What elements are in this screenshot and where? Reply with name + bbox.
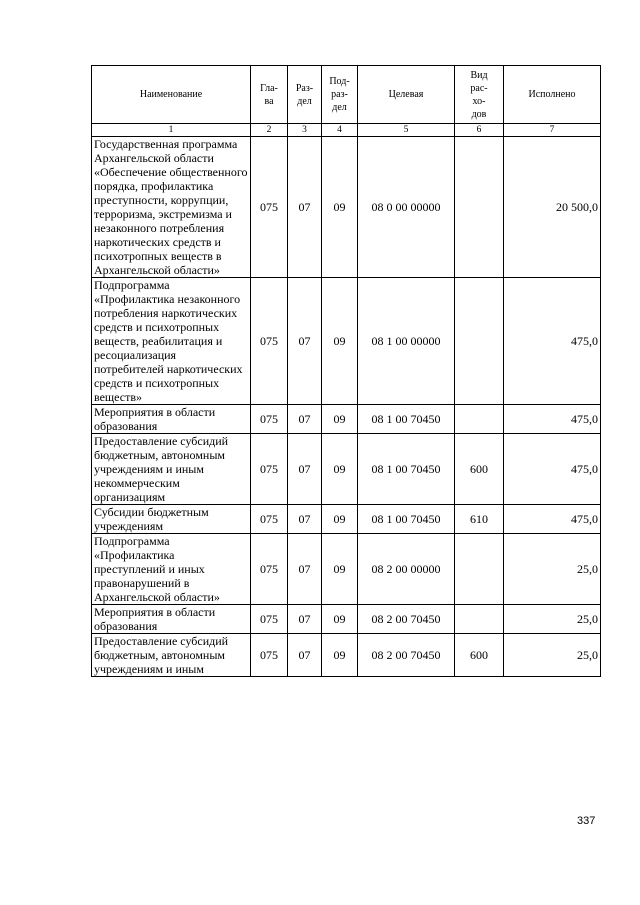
cell-ispolneno: 25,0 xyxy=(504,605,601,634)
table-row xyxy=(92,634,601,677)
cell-ispolneno: 475,0 xyxy=(504,278,601,405)
cell-name: Мероприятия в области образования xyxy=(92,405,251,434)
cell-vid xyxy=(455,137,504,278)
cell-celevaya: 08 2 00 70450 xyxy=(358,605,455,634)
cell-glava: 075 xyxy=(251,534,288,605)
table-row xyxy=(92,534,601,605)
cell-podrazdel: 09 xyxy=(322,634,358,677)
header-vid-line: рас- xyxy=(470,82,488,94)
cell-ispolneno: 475,0 xyxy=(504,505,601,534)
column-number: 2 xyxy=(251,124,288,137)
cell-ispolneno: 475,0 xyxy=(504,405,601,434)
page-number: 337 xyxy=(577,815,596,827)
cell-razdel: 07 xyxy=(288,634,322,677)
cell-razdel: 07 xyxy=(288,434,322,505)
cell-vid: 600 xyxy=(455,634,504,677)
header-razdel-line: Раз- xyxy=(295,82,314,94)
cell-celevaya: 08 1 00 70450 xyxy=(358,434,455,505)
cell-name: Субсидии бюджетным учреждениям xyxy=(92,505,251,534)
cell-podrazdel: 09 xyxy=(322,434,358,505)
header-glava xyxy=(251,66,288,124)
cell-celevaya: 08 2 00 00000 xyxy=(358,534,455,605)
cell-name: Предоставление субсидий бюджетным, автономным учреждениям и иным xyxy=(92,634,251,677)
budget-table xyxy=(91,65,601,677)
cell-name: Мероприятия в области образования xyxy=(92,605,251,634)
cell-podrazdel: 09 xyxy=(322,278,358,405)
cell-ispolneno: 475,0 xyxy=(504,434,601,505)
cell-podrazdel: 09 xyxy=(322,605,358,634)
header-vid-line: Вид xyxy=(470,69,488,81)
header-row xyxy=(92,66,601,124)
cell-podrazdel: 09 xyxy=(322,405,358,434)
header-podrazdel-line: дел xyxy=(332,102,347,113)
cell-glava: 075 xyxy=(251,634,288,677)
table-row xyxy=(92,434,601,505)
cell-ispolneno: 20 500,0 xyxy=(504,137,601,278)
header-podrazdel xyxy=(322,66,358,124)
cell-razdel: 07 xyxy=(288,605,322,634)
header-vid-line: хо- xyxy=(472,95,486,107)
cell-razdel: 07 xyxy=(288,505,322,534)
table-row xyxy=(92,605,601,634)
cell-ispolneno: 25,0 xyxy=(504,634,601,677)
header-razdel-line: дел xyxy=(297,95,312,107)
table-row xyxy=(92,505,601,534)
column-number: 3 xyxy=(288,124,322,137)
cell-razdel: 07 xyxy=(288,534,322,605)
header-glava-line: Гла- xyxy=(260,82,278,94)
column-number: 7 xyxy=(504,124,601,137)
column-number: 5 xyxy=(358,124,455,137)
cell-vid: 600 xyxy=(455,434,504,505)
cell-razdel: 07 xyxy=(288,137,322,278)
cell-ispolneno: 25,0 xyxy=(504,534,601,605)
header-glava-line: ва xyxy=(264,95,274,107)
cell-name: Подпрограмма «Профилактика незаконного потребления наркотических средств и психотропных веществ, реабилитация и ресоциализация потребителей наркотических средств и психотропных веществ» xyxy=(92,278,251,405)
header-name: Наименование xyxy=(92,66,251,124)
cell-podrazdel: 09 xyxy=(322,137,358,278)
cell-glava: 075 xyxy=(251,405,288,434)
cell-razdel: 07 xyxy=(288,278,322,405)
cell-podrazdel: 09 xyxy=(322,534,358,605)
header-podrazdel-line: Под- xyxy=(329,76,350,87)
cell-name: Подпрограмма «Профилактика преступлений и иных правонарушений в Архангельской области» xyxy=(92,534,251,605)
cell-podrazdel: 09 xyxy=(322,505,358,534)
cell-celevaya: 08 1 00 00000 xyxy=(358,278,455,405)
header-vid xyxy=(455,66,504,124)
table-row xyxy=(92,405,601,434)
cell-razdel: 07 xyxy=(288,405,322,434)
table-row xyxy=(92,278,601,405)
cell-glava: 075 xyxy=(251,605,288,634)
cell-vid xyxy=(455,278,504,405)
cell-vid xyxy=(455,605,504,634)
column-number-row xyxy=(92,124,601,137)
header-ispolneno: Исполнено xyxy=(504,66,601,124)
cell-vid xyxy=(455,534,504,605)
cell-glava: 075 xyxy=(251,505,288,534)
header-podrazdel-line: раз- xyxy=(331,89,348,100)
cell-name: Государственная программа Архангельской области «Обеспечение общественного порядка, профилактика преступности, коррупции, терроризма, экстремизма и незаконного потребления наркотических средств и психотропных веществ в Архангельской области» xyxy=(92,137,251,278)
cell-vid: 610 xyxy=(455,505,504,534)
table-row xyxy=(92,137,601,278)
cell-glava: 075 xyxy=(251,137,288,278)
column-number: 4 xyxy=(322,124,358,137)
column-number: 6 xyxy=(455,124,504,137)
cell-celevaya: 08 1 00 70450 xyxy=(358,405,455,434)
column-number: 1 xyxy=(92,124,251,137)
header-celevaya: Целевая xyxy=(358,66,455,124)
cell-glava: 075 xyxy=(251,434,288,505)
header-vid-line: дов xyxy=(471,108,487,120)
cell-celevaya: 08 0 00 00000 xyxy=(358,137,455,278)
header-razdel xyxy=(288,66,322,124)
cell-vid xyxy=(455,405,504,434)
cell-celevaya: 08 2 00 70450 xyxy=(358,634,455,677)
cell-name: Предоставление субсидий бюджетным, автономным учреждениям и иным некоммерческим организациям xyxy=(92,434,251,505)
cell-glava: 075 xyxy=(251,278,288,405)
cell-celevaya: 08 1 00 70450 xyxy=(358,505,455,534)
